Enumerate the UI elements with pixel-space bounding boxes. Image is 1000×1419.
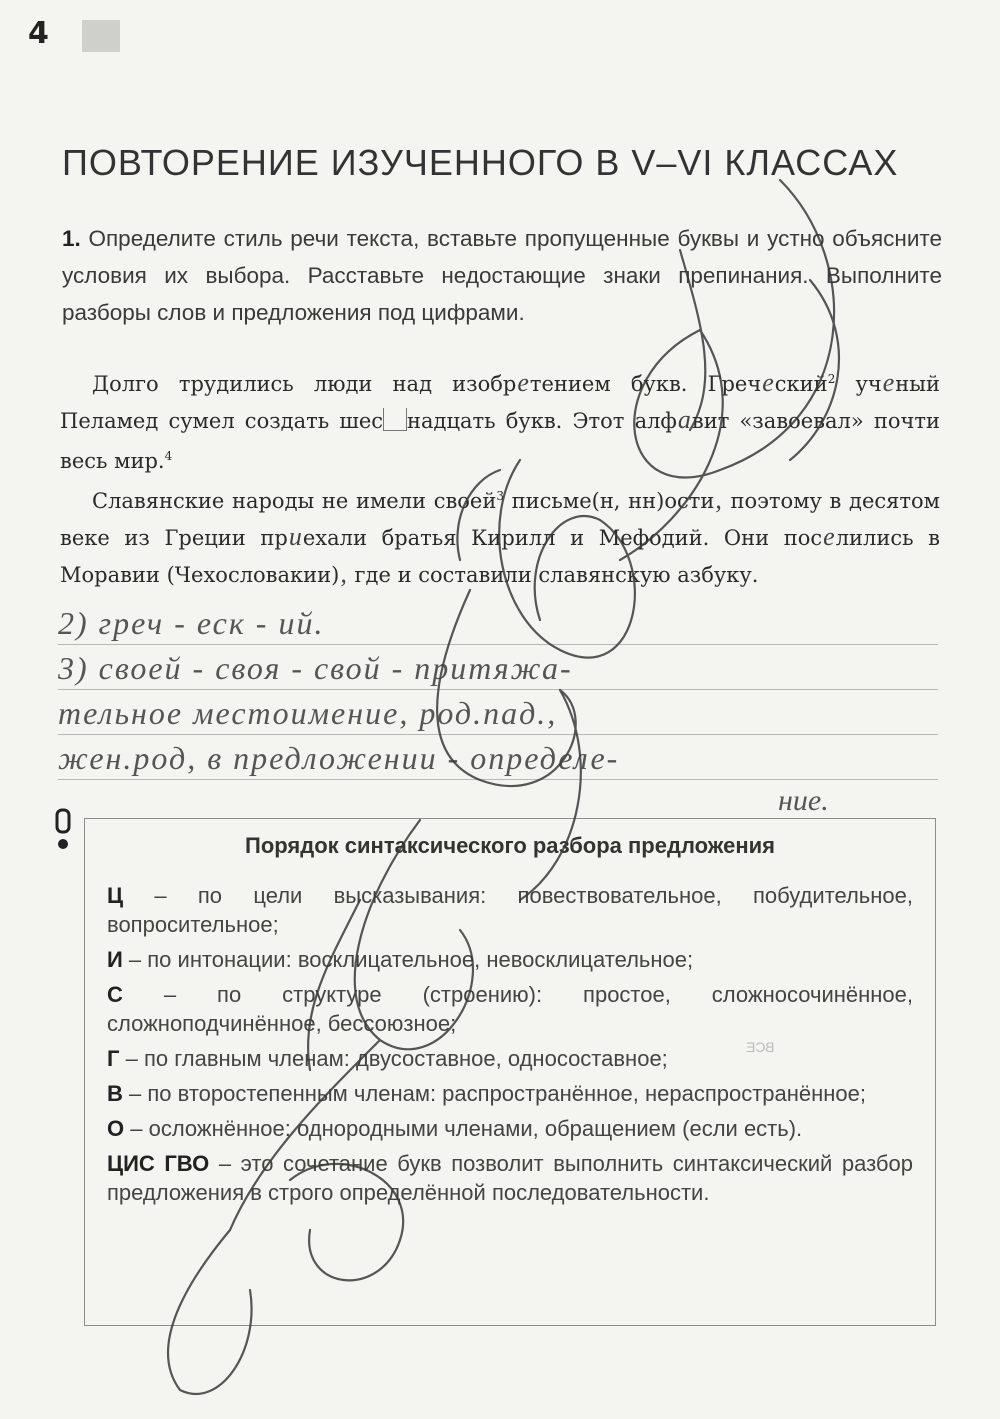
passage-text: уч bbox=[855, 372, 882, 396]
passage-text: надцать букв. Этот алф bbox=[407, 409, 677, 433]
passage-paragraph-2 bbox=[60, 479, 940, 593]
rule-text: – по интонации: восклицательное, невосклицательное; bbox=[122, 947, 694, 972]
rule-key: Ц bbox=[107, 883, 124, 908]
rule-text: – по главным членам: двусоставное, односоставное; bbox=[119, 1046, 668, 1071]
rules-box bbox=[84, 818, 936, 1326]
handwritten-comma: , bbox=[715, 485, 722, 514]
rule-item bbox=[107, 1079, 913, 1108]
handwritten-answer-continuation: ние. bbox=[778, 784, 829, 817]
rule-item bbox=[107, 980, 913, 1038]
rule-key: В bbox=[107, 1081, 123, 1106]
task-number: 1. bbox=[62, 226, 81, 251]
page-number: 4 bbox=[28, 16, 49, 51]
passage-text: ский bbox=[774, 372, 828, 396]
answer-line[interactable] bbox=[58, 690, 938, 735]
bleed-through-text: ВСЕ bbox=[746, 1039, 775, 1055]
rule-text: – по структуре (строению): простое, сложносочинённое, сложноподчинённое, бессоюзное; bbox=[107, 982, 913, 1036]
passage-text: Славянские народы не имели своей bbox=[92, 489, 497, 513]
passage-text: вит «завоевал» почти весь мир. bbox=[60, 409, 940, 473]
rule-key: О bbox=[107, 1116, 125, 1141]
rule-text: – это сочетание букв позволит выполнить синтаксический разбор предложения в строго определённой последовательности. bbox=[107, 1151, 913, 1205]
passage-text: где и составили славянскую азбуку. bbox=[354, 563, 759, 587]
rule-text: – осложнённое: однородными членами, обращением (если есть). bbox=[124, 1116, 803, 1141]
passage-text: лились в Моравии (Чехословакии) bbox=[60, 526, 941, 587]
rule-item bbox=[107, 1149, 913, 1207]
passage-paragraph-1 bbox=[60, 362, 940, 479]
handwritten-answer: 2) греч - еск - ий. bbox=[58, 605, 325, 641]
answer-line[interactable] bbox=[58, 735, 938, 780]
handwritten-fill: и bbox=[288, 522, 302, 551]
answer-line[interactable] bbox=[58, 600, 938, 645]
task-instruction bbox=[62, 220, 942, 331]
answer-lines bbox=[58, 600, 938, 780]
rule-item bbox=[107, 1044, 913, 1073]
passage-text: ный Пеламед сумел создать шес bbox=[60, 372, 940, 433]
rule-item bbox=[107, 881, 913, 939]
rule-key: С bbox=[107, 982, 123, 1007]
footnote-mark: 4 bbox=[164, 449, 173, 463]
rule-text: – по второстепенным членам: распространённое, нераспространённое; bbox=[122, 1081, 867, 1106]
handwritten-comma: , bbox=[340, 559, 347, 588]
handwritten-answer: 3) своей - своя - свой - притяжа- bbox=[58, 650, 573, 686]
footnote-mark: 2 bbox=[827, 372, 836, 386]
handwritten-fill: е bbox=[517, 368, 529, 397]
rule-key: ЦИС ГВО bbox=[107, 1151, 210, 1176]
rules-title: Порядок синтаксического разбора предложения bbox=[245, 833, 775, 858]
footnote-mark: 3 bbox=[496, 489, 504, 503]
passage-text: тением букв. Греч bbox=[529, 372, 762, 396]
rule-key: Г bbox=[107, 1046, 120, 1071]
exercise-passage bbox=[60, 362, 940, 593]
note-icon bbox=[54, 808, 72, 852]
rule-key: И bbox=[107, 947, 123, 972]
handwritten-fill: е bbox=[762, 368, 774, 397]
answer-line[interactable] bbox=[58, 645, 938, 690]
rule-item bbox=[107, 1114, 913, 1143]
handwritten-fill: а bbox=[677, 405, 691, 434]
passage-text: письме(н, нн)ости bbox=[511, 489, 715, 513]
handwritten-fill: е bbox=[882, 368, 895, 397]
empty-letter-box bbox=[383, 408, 407, 431]
rule-text: – по цели высказывания: повествовательное, побудительное, вопросительное; bbox=[107, 883, 913, 937]
passage-text: поэтому в десятом веке из Греции пр bbox=[60, 489, 940, 550]
passage-text: Долго трудились люди над изобр bbox=[92, 372, 517, 396]
page-title: ПОВТОРЕНИЕ ИЗУЧЕННОГО В V–VI КЛАССАХ bbox=[62, 142, 899, 184]
page-tab-decoration bbox=[82, 20, 120, 52]
rule-item bbox=[107, 945, 913, 974]
handwritten-answer: тельное местоимение, род.пад., bbox=[58, 695, 558, 731]
task-text: Определите стиль речи текста, вставьте пропущенные буквы и устно объясните условия их выбора. Расставьте недостающие знаки препинания. Выполните разборы слов и предложения под цифрами. bbox=[62, 226, 942, 325]
handwritten-fill: е bbox=[823, 522, 835, 551]
handwritten-answer: жен.род, в предложении - определе- bbox=[58, 740, 620, 776]
passage-text: ехали братья Кирилл и Мефодий. Они пос bbox=[302, 526, 823, 550]
